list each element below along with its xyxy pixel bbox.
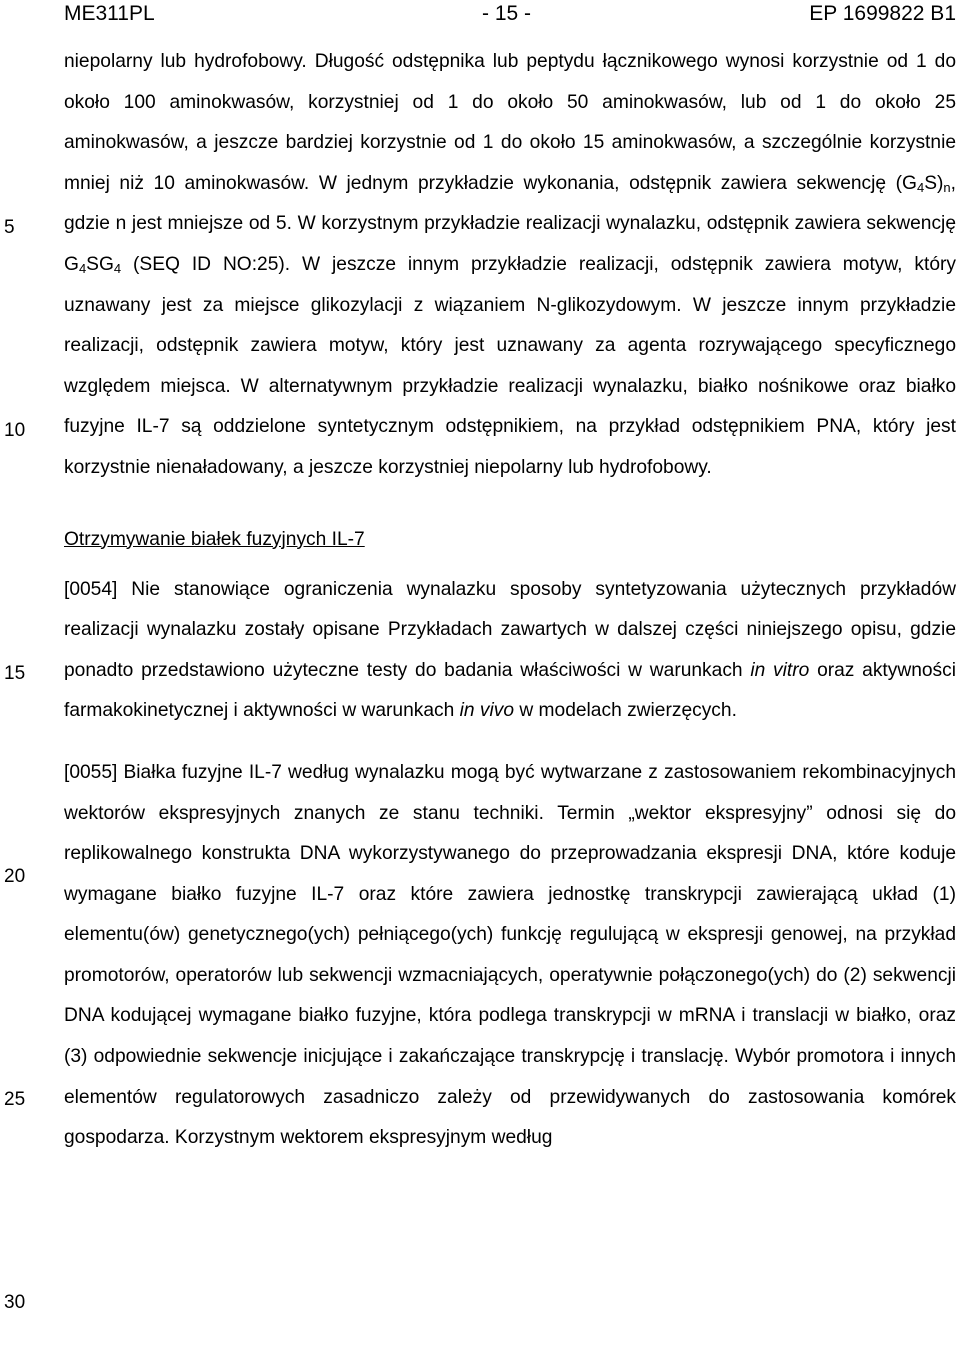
paragraph-0054: [0054] Nie stanowiące ograniczenia wynalazku sposoby syntetyzowania użytecznych przykładów realizacji wynalazku zostały opisane Przykładach zawartych w dalszej części niniejszego opisu, gdzie ponadto przedstawiono użyteczne testy do badania właściwości w warunkach in vitro oraz aktywności farmakokinetycznej i aktywności w warunkach in vivo w modelach zwierzęcych.: [64, 578, 957, 722]
section-heading: Otrzymywanie białek fuzyjnych IL-7: [64, 528, 365, 550]
body-paragraph: niepolarny lub hydrofobowy. Długość odstępnika lub peptydu łącznikowego wynosi korzystnie od 1 do około 100 aminokwasów, korzystniej od 1 do około 50 aminokwasów, lub od 1 do około 25 aminokwasów, a jeszcze bardziej korzystnie od 1 do około 15 aminokwasów, a szczególnie korzystnie mniej niż 10 aminokwasów. W jednym przykładzie wykonania, odstępnik zawiera sekwencję $(G_4S)_n$, gdzie n jest mniejsze od 5. W korzystnym przykładzie realizacji wynalazku, odstępnik zawiera sekwencję $G_4SG_4$ (SEQ ID NO:25). W jeszcze innym przykładzie realizacji, odstępnik zawiera motyw, który uznawany jest za miejsce glikozylacji z wiązaniem N-glikozydowym. W jeszcze innym przykładzie realizacji, odstępnik zawiera motyw, który jest uznawany za agenta rozrywającego specyficznego względem miejsca. W alternatywnym przykładzie realizacji wynalazku, białko nośnikowe oraz białko fuzyjne IL-7 są oddzielone syntetycznym odstępnikiem, na przykład odstępnikiem PNA, który jest korzystnie nienaładowany, a jeszcze korzystniej niepolarny lub hydrofobowy.: [64, 51, 956, 478]
document-code: ME311PL: [64, 2, 155, 25]
patent-number: EP 1699822 B1: [809, 2, 956, 25]
line-number: 10: [4, 420, 26, 441]
line-number: 25: [4, 1089, 26, 1110]
line-number: 20: [4, 866, 26, 887]
line-number: 5: [4, 217, 15, 238]
page-body: [64, 42, 956, 1159]
line-number: 30: [4, 1292, 26, 1313]
page-number: - 15 -: [482, 2, 532, 25]
page-header: [64, 0, 956, 30]
line-number: 15: [4, 663, 26, 684]
paragraph-0055: [0055] Białka fuzyjne IL-7 według wynalazku mogą być wytwarzane z zastosowaniem rekombinacyjnych wektorów ekspresyjnych znanych ze stanu techniki. Termin „wektor ekspresyjny” odnosi się do replikowalnego konstrukta DNA wykorzystywanego do przeprowadzania ekspresji DNA, które koduje wymagane białko fuzyjne IL-7 oraz które zawiera jednostkę transkrypcji zawierającą układ (1) elementu(ów) genetycznego(ych) pełniącego(ych) funkcję regulującą w ekspresji genowej, na przykład promotorów, operatorów lub sekwencji wzmacniających, operatywnie połączonego(ych) do (2) sekwencji DNA kodującej wymagane białko fuzyjne, która podlega transkrypcji w mRNA i translacji w białko, oraz (3) odpowiednie sekwencje inicjujące i zakańczające transkrypcję i translację. Wybór promotora i innych elementów regulatorowych zasadniczo zależy od przewidywanych do zastosowania komórek gospodarza. Korzystnym wektorem ekspresyjnym według: [64, 761, 956, 1149]
